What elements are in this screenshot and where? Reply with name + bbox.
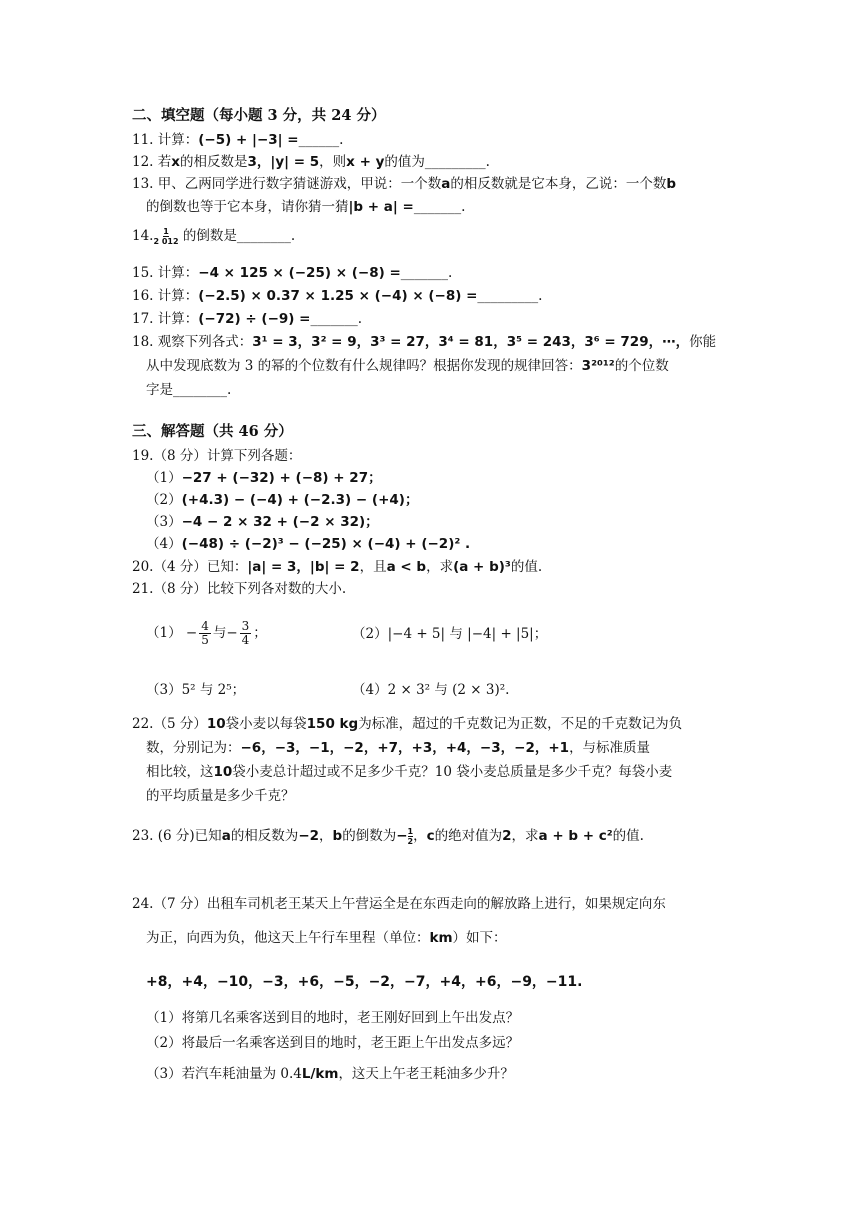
- question-13-line-2: 的倒数也等于它本身，请你猜一猜|b + a| =_______.: [146, 199, 466, 215]
- question-24-line-1: 24.（7 分）出租车司机老王某天上午营运全是在东西走向的解放路上进行，如果规定向东: [132, 896, 666, 912]
- question-16: 16. 计算：(−2.5) × 0.37 × 1.25 × (−4) × (−8) =_________.: [132, 288, 543, 304]
- fraction-1-over-2012: $\frac{1}{2 012}$: [153, 227, 179, 246]
- question-24-part-2: （2）将最后一名乘客送到目的地时，老王距上午出发点多远？: [146, 1035, 520, 1051]
- question-18-line-2: 从中发现底数为 3 的幂的个位数有什么规律吗？根据你发现的规律回答：3²⁰¹²的个位数: [146, 358, 669, 374]
- question-18-line-3: 字是________.: [146, 382, 232, 398]
- fraction-1-2: $\frac{1}{2}$: [407, 827, 414, 846]
- question-24-mileage-data: +8，+4，−10，−3，+6，−5，−2，−7，+4，+6，−9，−11.: [146, 974, 583, 990]
- question-21-part-4: （4）2 × 3² 与 (2 × 3)².: [352, 682, 510, 698]
- section-3-title: 三、解答题（共 46 分）: [132, 423, 293, 440]
- question-19-part-3: （3）−4 − 2 × 32 + (−2 × 32)；: [146, 514, 379, 530]
- question-24-part-1: （1）将第几名乘客送到目的地时，老王刚好回到上午出发点？: [146, 1010, 520, 1026]
- question-22-line-2: 数，分别记为：−6，−3，−1，−2，+7，+3，+4，−3，−2，+1，与标准质量: [146, 740, 651, 756]
- fraction-4-5: $\frac{4}{5}$: [201, 619, 209, 647]
- question-24-part-3: （3）若汽车耗油量为 0.4L/km，这天上午老王耗油多少升？: [146, 1066, 514, 1082]
- question-18-line-1: 18. 观察下列各式：3¹ = 3，3² = 9，3³ = 27，3⁴ = 81，3⁵ = 243，3⁶ = 729，⋯，你能: [132, 334, 717, 350]
- question-14: 14. $\frac{1}{2 012}$ 的倒数是________.: [132, 227, 296, 246]
- question-17: 17. 计算：(−72) ÷ (−9) =_______.: [132, 311, 363, 327]
- question-21: 21.（8 分）比较下列各对数的大小.: [132, 581, 347, 597]
- question-22-line-4: 的平均质量是多少千克？: [146, 788, 295, 804]
- question-19-part-2: （2）(+4.3) − (−4) + (−2.3) − (+4)；: [146, 492, 419, 508]
- question-24-line-2: 为正，向西为负，他这天上午行车里程（单位：km）如下：: [146, 930, 507, 946]
- question-22-line-1: 22.（5 分）10袋小麦以每袋150 kg为标准，超过的千克数记为正数，不足的千克数记为负: [132, 716, 683, 732]
- question-19: 19.（8 分）计算下列各题：: [132, 448, 302, 464]
- question-21-part-2: （2）|−4 + 5| 与 |−4| + |5|；: [352, 626, 548, 642]
- question-19-part-4: （4）(−48) ÷ (−2)³ − (−25) × (−4) + (−2)² .: [146, 536, 471, 552]
- question-19-part-1: （1）−27 + (−32) + (−8) + 27；: [146, 470, 382, 486]
- question-21-part-3: （3）5² 与 2⁵；: [146, 682, 246, 698]
- question-11: 11. 计算：(−5) + |−3| =______.: [132, 132, 344, 148]
- question-23: 23. (6 分)已知a的相反数为−2，b的倒数为− $\frac{1}{2}$ ，c的绝对值为2，求a + b + c²的值.: [132, 827, 644, 846]
- question-12: 12. 若x的相反数是3，|y| = 5，则x + y的值为_________.: [132, 154, 490, 170]
- question-20: 20.（4 分）已知：|a| = 3，|b| = 2，且a < b，求(a + b)³的值.: [132, 559, 543, 575]
- fraction-3-4: $\frac{3}{4}$: [241, 619, 250, 647]
- section-2-title: 二、填空题（每小题 3 分，共 24 分）: [132, 107, 386, 124]
- question-13-line-1: 13. 甲、乙两同学进行数字猜谜游戏，甲说：一个数a的相反数就是它本身，乙说：一个数b: [132, 176, 677, 192]
- question-15: 15. 计算：−4 × 125 × (−25) × (−8) =_______.: [132, 265, 453, 281]
- question-22-line-3: 相比较，这10袋小麦总计超过或不足多少千克？10 袋小麦总质量是多少千克？每袋小麦: [146, 764, 673, 780]
- question-21-part-1: （1） − $\frac{4}{5}$ 与− $\frac{3}{4}$ ；: [146, 619, 267, 647]
